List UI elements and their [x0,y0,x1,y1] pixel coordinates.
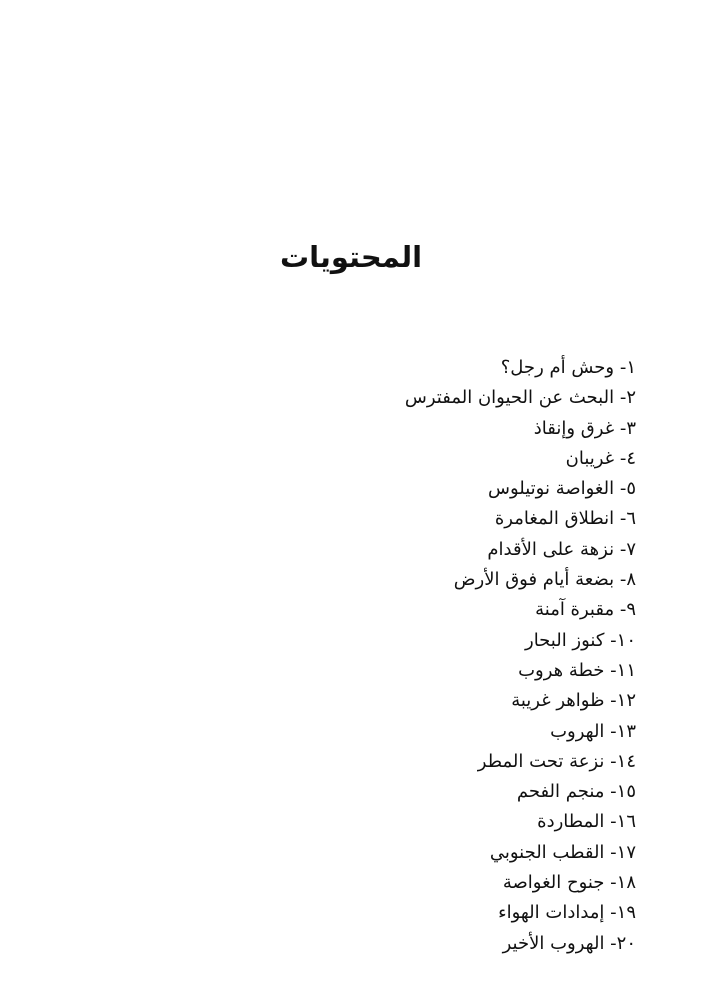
toc-item-10: ١٠- كنوز البحار [525,629,636,651]
toc-item-7: ٧- نزهة على الأقدام [487,538,636,560]
toc-item-9: ٩- مقبرة آمنة [535,599,636,621]
toc-item-17: ١٧- القطب الجنوبي [489,841,636,863]
toc-item-13: ١٣- الهروب [550,720,636,742]
toc-item-16: ١٦- المطاردة [537,811,636,833]
toc-item-8: ٨- بضعة أيام فوق الأرض [453,569,636,591]
page-title: المحتويات [279,240,423,275]
toc-item-1: ١- وحش أم رجل؟ [500,357,636,378]
toc-item-12: ١٢- ظواهر غريبة [511,690,636,712]
toc-item-19: ١٩- إمدادات الهواء [498,902,636,924]
toc-item-3: ٣- غرق وإنقاذ [533,417,636,439]
toc-item-14: ١٤- نزعة تحت المطر [477,750,636,772]
toc-item-15: ١٥- منجم الفحم [516,781,636,803]
toc-item-5: ٥- الغواصة نوتيلوس [488,478,636,500]
toc-item-20: ٢٠- الهروب الأخير [502,932,636,954]
toc-item-6: ٦- انطلاق المغامرة [494,508,636,530]
toc-item-4: ٤- غريبان [565,447,636,469]
table-of-contents [405,353,636,959]
toc-item-11: ١١- خطة هروب [518,659,636,681]
toc-item-18: ١٨- جنوح الغواصة [502,872,636,894]
toc-item-2: ٢- البحث عن الحيوان المفترس [404,387,636,409]
